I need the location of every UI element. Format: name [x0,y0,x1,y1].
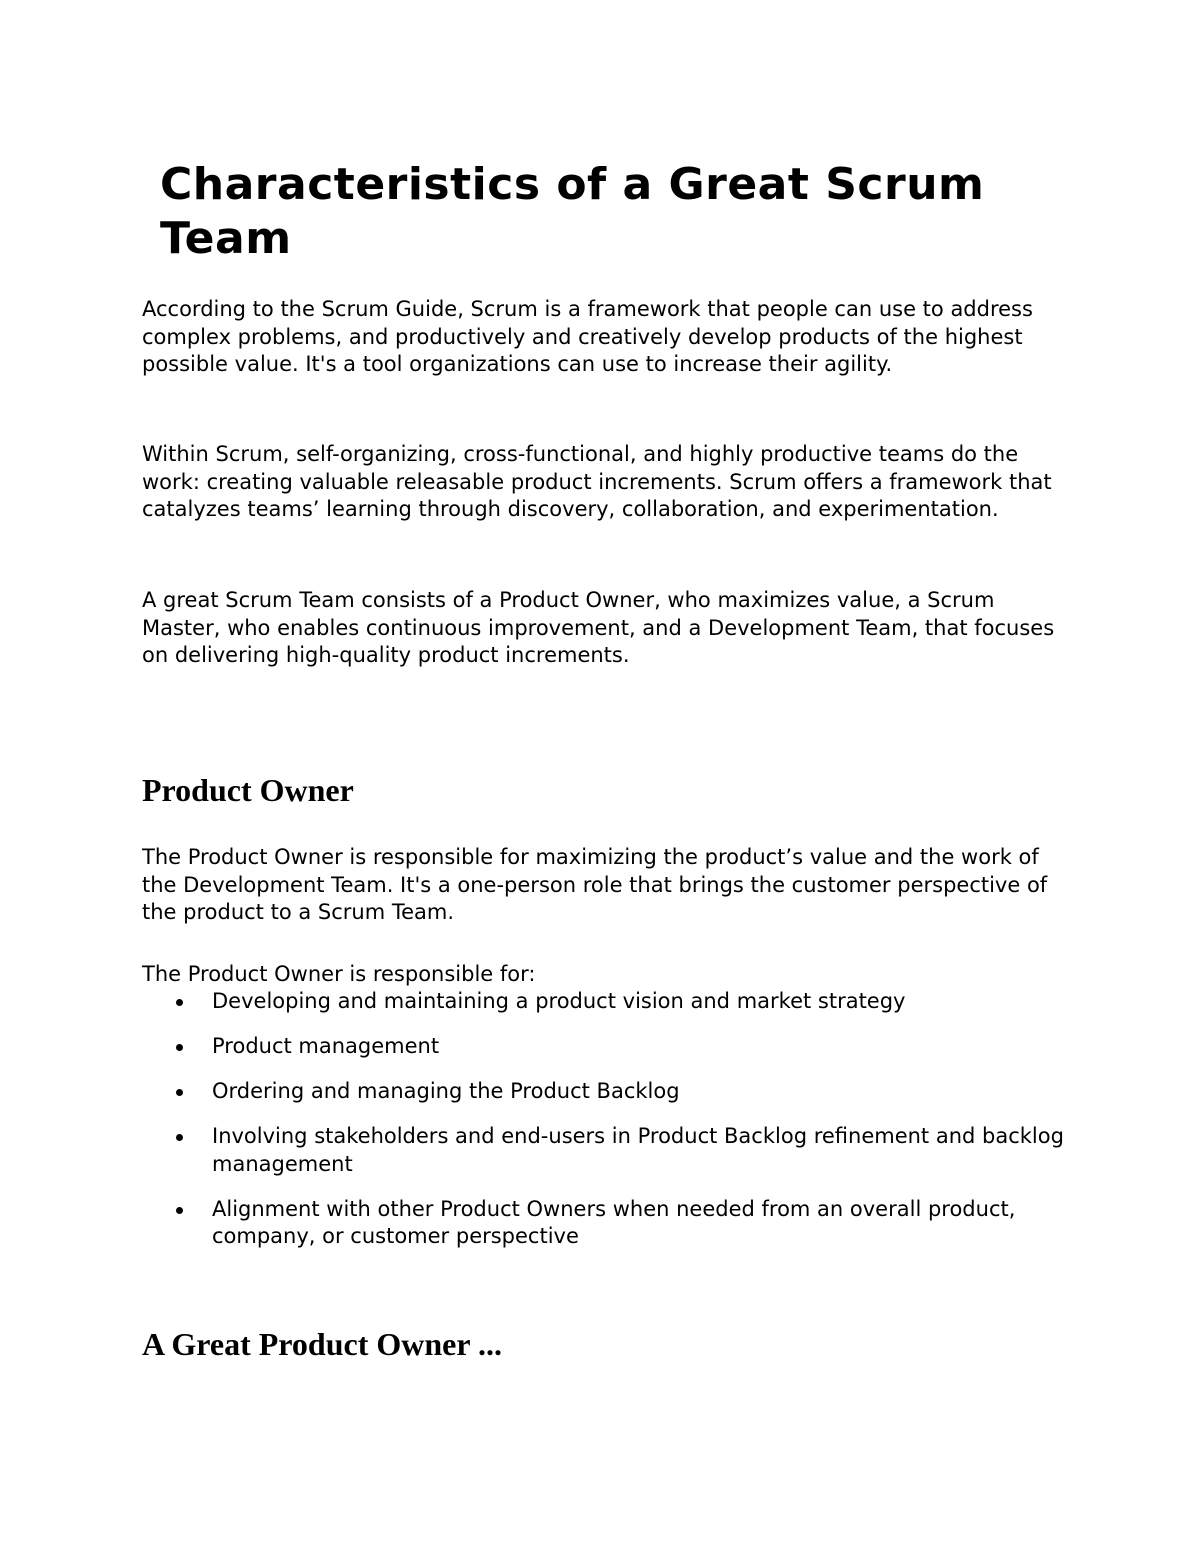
document-title: Characteristics of a Great Scrum Team [160,159,985,264]
intro-paragraph-great-team: A great Scrum Team consists of a Product Owner, who maximizes value, a Scrum Master, who enables continuous improvement, and a Development Team, that focuses on delivering high-quality product increments. [142,588,1055,667]
bullet-icon [176,1134,183,1141]
list-item [142,988,1082,1016]
list-item-text: Involving stakeholders and end-users in Product Backlog refinement and backlog management [212,1124,1064,1176]
list-item [142,1123,1082,1178]
bullet-icon [176,1044,183,1051]
list-item-text: Alignment with other Product Owners when needed from an overall product, company, or customer perspective [212,1196,1016,1248]
intro-paragraph-scrum-guide: According to the Scrum Guide, Scrum is a framework that people can use to address complex problems, and productively and creatively develop products of the highest possible value. It's a tool organizations can use to increase their agility. [142,297,1033,376]
list-item [142,1033,1082,1061]
product-owner-responsibilities-list [142,988,1082,1268]
list-item [142,1078,1082,1106]
product-owner-responsibilities-intro: The Product Owner is responsible for: [142,962,536,986]
list-item-text: Developing and maintaining a product vision and market strategy [212,989,906,1013]
section-heading-product-owner: Product Owner [142,772,354,808]
bullet-icon [176,1207,183,1214]
bullet-icon [176,999,183,1006]
list-item-text: Ordering and managing the Product Backlog [212,1079,680,1103]
product-owner-description: The Product Owner is responsible for maximizing the product’s value and the work of the Development Team. It's a one-person role that brings the customer perspective of the product to a Scrum Team. [142,845,1048,924]
list-item-text: Product management [212,1034,440,1058]
intro-paragraph-within-scrum: Within Scrum, self-organizing, cross-functional, and highly productive teams do the work: creating valuable releasable product increments. Scrum offers a framework that catalyzes teams’ learning through discovery, collaboration, and experimentation. [142,442,1052,521]
bullet-icon [176,1089,183,1096]
section-heading-great-product-owner: A Great Product Owner ... [142,1326,502,1362]
list-item [142,1196,1082,1251]
